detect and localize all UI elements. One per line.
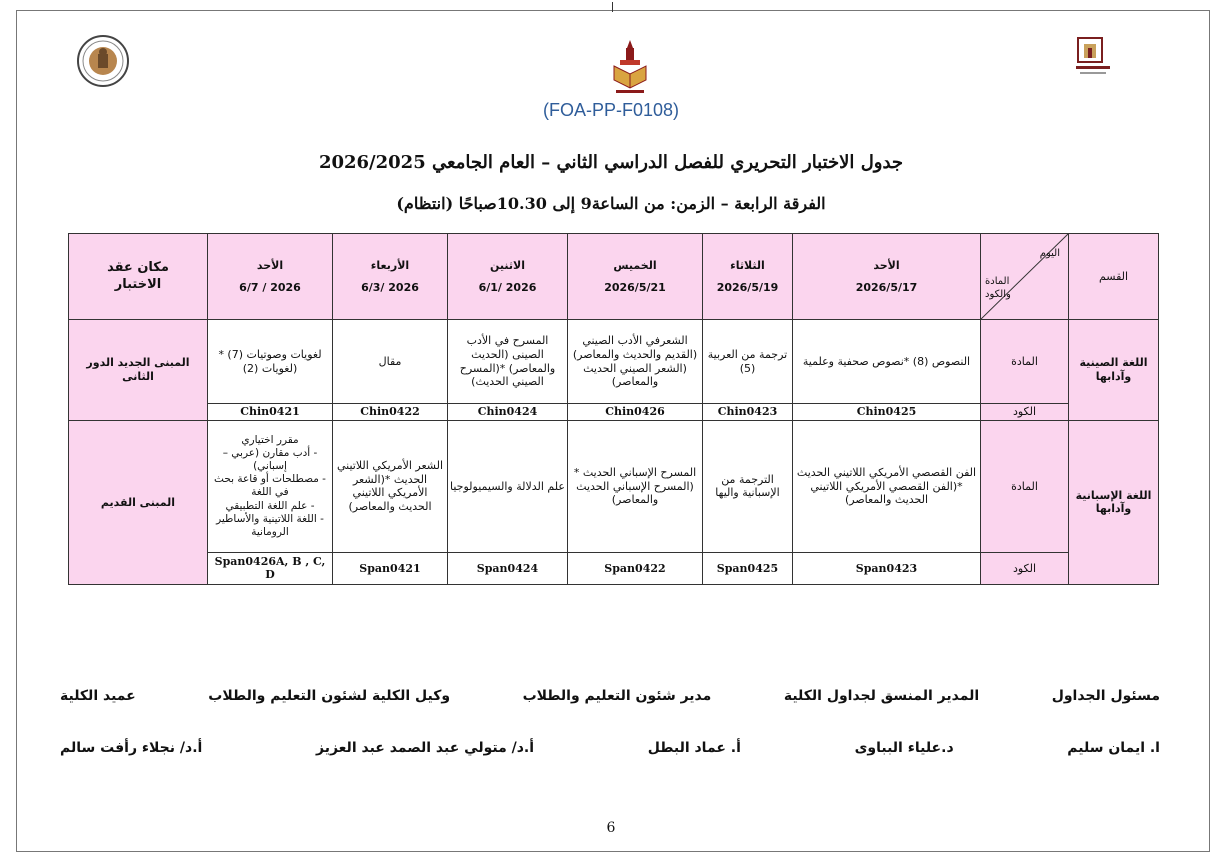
subject-cell: ترجمة من العربية (5) <box>703 320 793 404</box>
day-name: الأحد <box>256 258 284 272</box>
course-code: Span0422 <box>568 552 703 584</box>
subject-cell: المسرح في الأدب الصينى (الحديث والمعاصر) *(المسرح الصيني الحديث) <box>448 320 568 404</box>
course-code: Chin0423 <box>703 404 793 421</box>
course-code: Chin0425 <box>793 404 981 421</box>
course-code: Span0423 <box>793 552 981 584</box>
chinese-subject-row <box>69 320 1159 404</box>
signature-name: ا. ايمان سليم <box>1067 740 1160 756</box>
course-code: Span0424 <box>448 552 568 584</box>
subject-cell: الفن القصصي الأمريكي اللاتيني الحديث *(الفن القصصي الأمريكي اللاتيني الحديث والمعاصر) <box>793 420 981 552</box>
document-subtitle: الفرقة الرابعة – الزمن: من الساعة9 إلى 10.30صباحًا (انتظام) <box>396 194 826 213</box>
page-top-mark <box>612 2 613 12</box>
course-code: Span0426A, B , C, D <box>208 552 333 584</box>
venue-header <box>69 234 208 320</box>
spanish-subject-row <box>69 420 1159 552</box>
signature-title: المدير المنسق لجداول الكلية <box>783 688 980 704</box>
spanish-code-row <box>69 552 1159 584</box>
subject-cell: مقال <box>333 320 448 404</box>
subject-cell: لغويات وصوتيات (7) *(لغويات (2) <box>208 320 333 404</box>
subject-cell: الترجمة من الإسبانية واليها <box>703 420 793 552</box>
header-row <box>69 234 1159 320</box>
signature-name: أ. عماد البطل <box>647 740 741 756</box>
signature-name: أ.د/ نجلاء رأفت سالم <box>60 740 203 756</box>
form-code: (FOA-PP-F0108) <box>542 100 680 120</box>
page-number: 6 <box>606 820 616 836</box>
dept-spanish: اللغة الإسبانية وآدابها <box>1069 420 1159 584</box>
day-name: الخميس <box>613 258 657 272</box>
day-name: الأربعاء <box>370 258 410 272</box>
signature-title: مسئول الجداول <box>1051 688 1160 704</box>
day-date: 2026/5/19 <box>716 280 779 294</box>
day-header <box>793 234 981 320</box>
day-date: 2026 /6/1 <box>478 280 537 294</box>
venue-spanish: المبنى القديم <box>69 420 208 584</box>
signature-name: د.علياء البباوى <box>854 740 954 756</box>
day-date: 2026 /6/3 <box>361 280 419 294</box>
subject-cell: الشعرفي الأدب الصيني (القديم والحديث والمعاصر) (الشعر الصيني الحديث والمعاصر) <box>568 320 703 404</box>
code-label: الكود <box>981 552 1069 584</box>
signature-title: مدير شئون التعليم والطلاب <box>522 688 712 704</box>
subject-cell: الشعر الأمريكي اللاتيني الحديث *(الشعر الأمريكي اللاتيني الحديث والمعاصر) <box>333 420 448 552</box>
day-header <box>448 234 568 320</box>
venue-chinese: المبنى الجديد الدور الثانى <box>69 320 208 421</box>
day-header <box>568 234 703 320</box>
exam-schedule-table <box>68 233 1159 585</box>
subject-cell: النصوص (8) *نصوص صحفية وعلمية <box>793 320 981 404</box>
cairo-university-logo <box>1072 36 1114 78</box>
day-name: الاثنين <box>490 258 525 272</box>
day-date: 2026 / 6/7 <box>239 280 301 294</box>
document-title: جدول الاختبار التحريري للفصل الدراسي الثاني – العام الجامعي 2026/2025 <box>318 152 904 173</box>
day-date: 2026/5/17 <box>855 280 918 294</box>
course-code: Span0421 <box>333 552 448 584</box>
subject-label: المادة <box>981 320 1069 404</box>
subject-label: المادة <box>981 420 1069 552</box>
course-code: Span0425 <box>703 552 793 584</box>
course-code: Chin0424 <box>448 404 568 421</box>
venue-header-line: الاختبار <box>114 276 162 292</box>
venue-header-line: مكان عقد <box>107 260 169 276</box>
code-label: الكود <box>981 404 1069 421</box>
subject-cell: مقرر اختياري - أدب مقارن (عربي – إسباني) - مصطلحات أو قاعة بحث في اللغة - علم اللغة التطبيقي - اللغة اللاتينية والأساطير الرومانية <box>208 420 333 552</box>
day-header <box>703 234 793 320</box>
day-label: اليوم <box>1039 248 1060 259</box>
signature-titles <box>60 688 1160 704</box>
subject-code-label: المادة والكود <box>985 276 1011 300</box>
day-header <box>333 234 448 320</box>
subject-cell: علم الدلالة والسيميولوجيا <box>448 420 568 552</box>
chinese-code-row <box>69 404 1159 421</box>
subject-cell: المسرح الإسباني الحديث *(المسرح الإسباني الحديث والمعاصر) <box>568 420 703 552</box>
signature-names <box>60 740 1160 756</box>
signature-name: أ.د/ متولي عبد الصمد عبد العزيز <box>315 740 535 756</box>
course-code: Chin0421 <box>208 404 333 421</box>
faculty-seal-logo <box>76 34 130 88</box>
day-header <box>208 234 333 320</box>
signature-title: عميد الكلية <box>60 688 136 704</box>
dept-chinese: اللغة الصينية وآدابها <box>1069 320 1159 421</box>
faculty-of-arts-logo <box>610 38 650 96</box>
signature-title: وكيل الكلية لشئون التعليم والطلاب <box>208 688 451 704</box>
day-subject-header <box>981 234 1069 320</box>
course-code: Chin0426 <box>568 404 703 421</box>
dept-header: القسم <box>1069 234 1159 320</box>
day-name: الثلاثاء <box>730 258 765 272</box>
day-date: 2026/5/21 <box>604 280 666 294</box>
day-name: الأحد <box>873 258 900 272</box>
course-code: Chin0422 <box>333 404 448 421</box>
